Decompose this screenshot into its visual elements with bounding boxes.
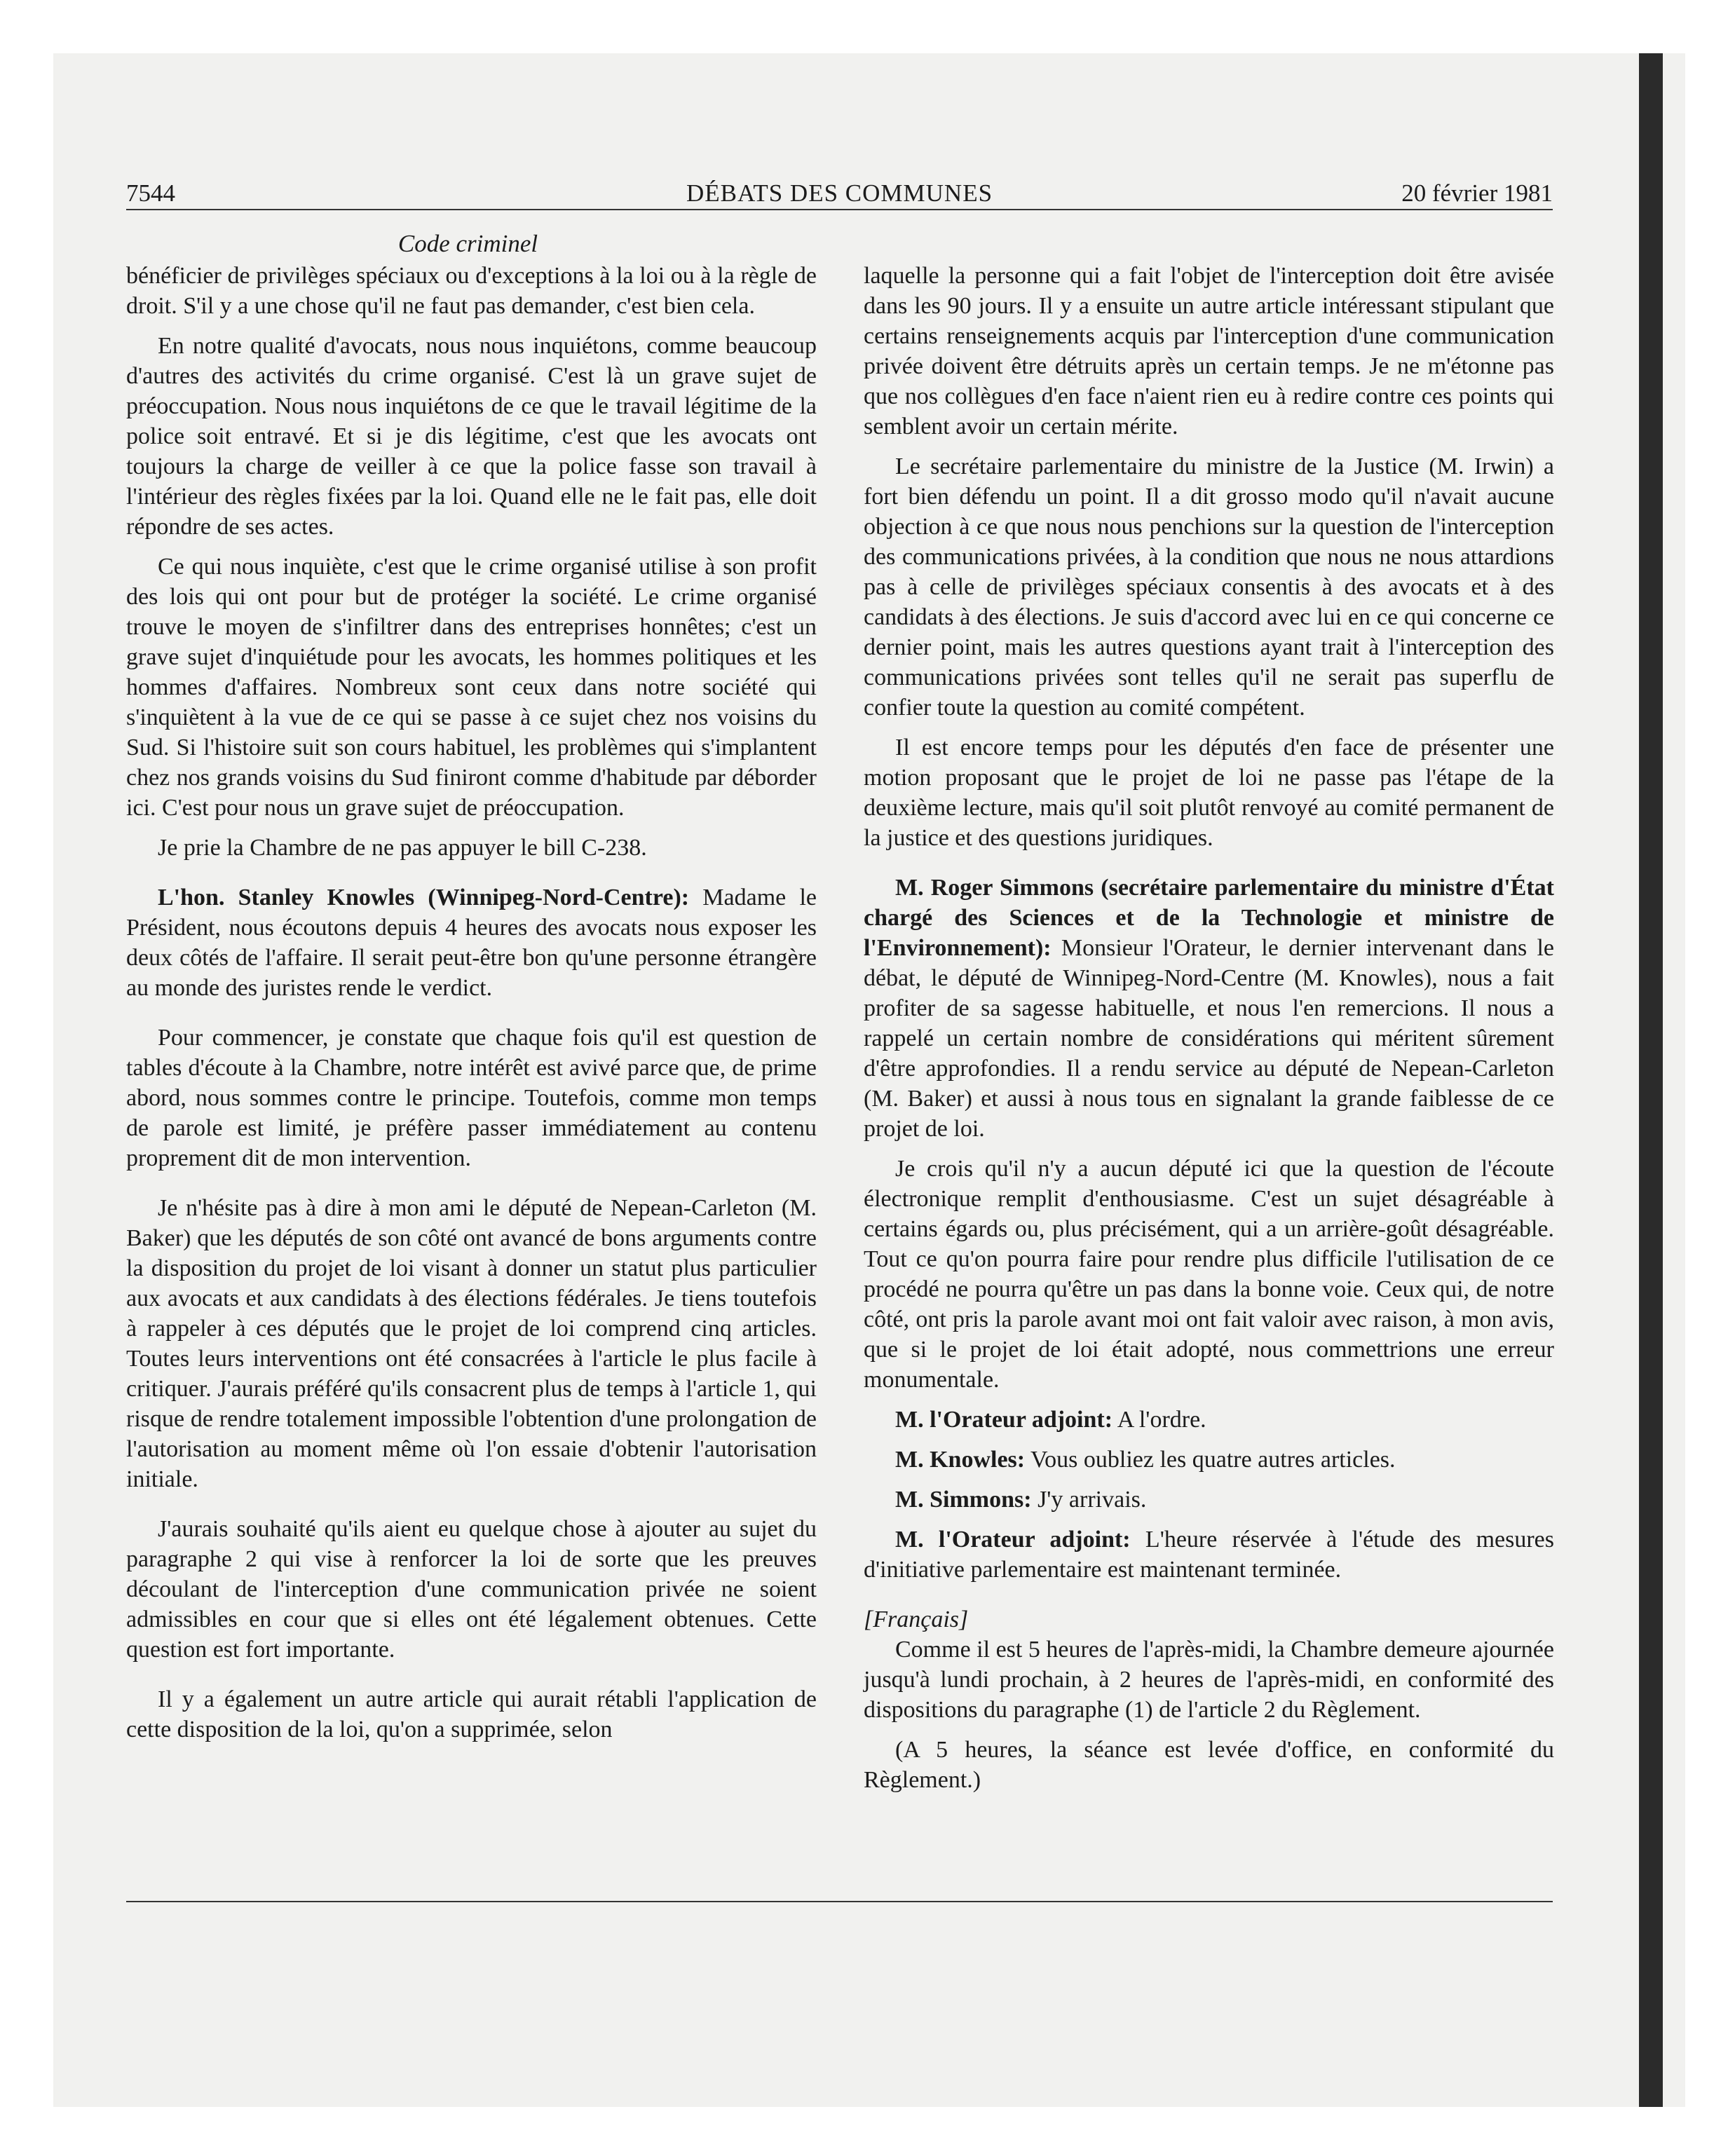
page-number: 7544 [126,179,175,207]
speech-paragraph: M. l'Orateur adjoint: L'heure réservée à l'étude des mesures d'initiative parlementaire est maintenant terminée. [864,1527,1555,1583]
speech-paragraph: M. l'Orateur adjoint: A l'ordre. [895,1407,1206,1433]
paragraph: Il y a également un autre article qui aurait rétabli l'application de cette disposition de la loi, qu'on a supprimée, selon [126,1686,817,1742]
publication-title: DÉBATS DES COMMUNES [686,179,993,207]
speech-paragraph: M. Simmons: J'y arrivais. [895,1487,1147,1513]
paragraph: Le secrétaire parlementaire du ministre de la Justice (M. Irwin) a fort bien défendu un point. Il a dit grosso modo qu'il n'avait aucune objection à ce que nous nous penchions sur la question de l'interception des communications privées, à la condition que nous ne nous attardions pas à celle de privilèges spéciaux consentis à des avocats et à des candidats à des élections. Je suis d'accord avec lui en ce qui concerne ce dernier point, mais les autres questions ayant trait à l'interception des communications privées sont telles qu'il ne serait pas superflu de confier toute la question au comité compétent. [864,453,1554,721]
speech-paragraph: L'hon. Stanley Knowles (Winnipeg-Nord-Centre): Madame le Président, nous écoutons depuis 4 heures des avocats nous exposer les deux côtés de l'affaire. Il serait peut-être bon qu'une personne étrangère au monde des juristes rende le verdict. [126,885,817,1001]
paragraph: laquelle la personne qui a fait l'objet de l'interception doit être avisée dans les 90 jours. Il y a ensuite un autre article intéressant stipulant que certains renseignements acquis par l'interception d'une communication privée doivent être détruits après un certain temps. Je ne m'étonne pas que nos collègues d'en face n'aient rien eu à redire contre ces points qui semblent avoir un certain mérite. [864,263,1554,439]
speaker-name: M. l'Orateur adjoint: [895,1527,1131,1553]
paragraph: Pour commencer, je constate que chaque fois qu'il est question de tables d'écoute à la Chambre, notre intérêt est avivé parce que, de prime abord, nous sommes contre le principe. Toutefois, comme mon temps de parole est limité, je préfère passer immédiatement au contenu proprement dit de mon intervention. [126,1025,817,1171]
paragraph: Je n'hésite pas à dire à mon ami le député de Nepean-Carleton (M. Baker) que les députés de son côté ont avancé de bons arguments contre la disposition du projet de loi visant à donner un statut plus particulier aux avocats et aux candidats à des élections fédérales. Je tiens toutefois à rappeler à ces députés que le projet de loi comprend cinq articles. Toutes leurs interventions ont été consacrées à l'article le plus facile à critiquer. J'aurais préféré qu'ils consacrent plus de temps à l'article 1, qui risque de rendre totalement impossible l'obtention d'une prolongation de l'autorisation au moment même où l'on essaie d'obtenir l'autorisation initiale. [126,1195,817,1492]
speaker-name: M. Simmons: [895,1487,1032,1513]
speaker-name: L'hon. Stanley Knowles (Winnipeg-Nord-Centre): [158,885,690,910]
left-column [126,261,817,1754]
paragraph: En notre qualité d'avocats, nous nous inquiétons, comme beaucoup d'autres des activités du crime organisé. C'est là un grave sujet de préoccupation. Nous nous inquiétons de ce que le travail légitime de la police soit entravé. Et si je dis légitime, c'est que les avocats ont toujours la charge de veiller à ce que la police fasse son travail à l'intérieur des règles fixées par la loi. Quand elle ne le fait pas, elle doit répondre de ses actes. [126,333,817,540]
binding-edge [1639,53,1663,2107]
footer-rule [126,1901,1553,1902]
speaker-name: M. Roger Simmons (secrétaire parlementaire du ministre d'État chargé des Sciences et de la Technologie et ministre de l'Environnement): [864,875,1554,961]
paragraph: Il est encore temps pour les députés d'en face de présenter une motion proposant que le projet de loi ne passe pas l'étape de la deuxième lecture, mais qu'il soit plutôt renvoyé au comité permanent de la justice et des questions juridiques. [864,735,1554,851]
paragraph: (A 5 heures, la séance est levée d'office, en conformité du Règlement.) [864,1737,1554,1793]
language-marker: [Français] [864,1606,969,1632]
speech-paragraph: M. Knowles: Vous oubliez les quatre autres articles. [895,1447,1396,1473]
paragraph: Je crois qu'il n'y a aucun député ici que la question de l'écoute électronique remplit d'enthousiasme. C'est un sujet désagréable à certains égards ou, plus précisément, qui a un arrière-goût désagréable. Tout ce qu'on pourra faire pour rendre plus difficile l'utilisation de ce procédé ne pourra qu'être un pas dans la bonne voie. Ceux qui, de notre côté, ont pris la parole avant moi ont fait valoir avec raison, à mon avis, que si le projet de loi était adopté, nous commettrions une erreur monumentale. [864,1156,1554,1393]
header-rule [126,209,1553,210]
right-column [864,261,1554,1805]
paragraph: Je prie la Chambre de ne pas appuyer le bill C-238. [158,835,647,861]
publication-date: 20 février 1981 [1401,179,1553,207]
speaker-name: M. l'Orateur adjoint: [895,1407,1113,1433]
paragraph: Comme il est 5 heures de l'après-midi, la Chambre demeure ajournée jusqu'à lundi prochain, à 2 heures de l'après-midi, en conformité des dispositions du paragraphe (1) de l'article 2 du Règlement. [864,1637,1554,1723]
paragraph: bénéficier de privilèges spéciaux ou d'exceptions à la loi ou à la règle de droit. S'il y a une chose qu'il ne faut pas demander, c'est bien cela. [126,263,817,319]
speaker-name: M. Knowles: [895,1447,1026,1473]
speech-paragraph: M. Roger Simmons (secrétaire parlementaire du ministre d'État chargé des Sciences et de la Technologie et ministre de l'Environnement): Monsieur l'Orateur, le dernier intervenant dans le débat, le député de Winnipeg-Nord-Centre (M. Knowles), nous a fait profiter de sa sagesse habituelle, et nous l'en remercions. Il nous a rappelé un certain nombre de considérations qui méritent sûrement d'être approfondies. Il a rendu service au député de Nepean-Carleton (M. Baker) et aussi à nous tous en signalant la grande faiblesse de ce projet de loi. [864,875,1554,1142]
page-header [126,175,1553,212]
paragraph: J'aurais souhaité qu'ils aient eu quelque chose à ajouter au sujet du paragraphe 2 qui vise à renforcer la loi de sorte que les preuves découlant de l'interception d'une communication privée ne soient admissibles en cour que si elles ont été légalement obtenues. Cette question est fort importante. [126,1516,817,1663]
paragraph: Ce qui nous inquiète, c'est que le crime organisé utilise à son profit des lois qui ont pour but de protéger la société. Le crime organisé trouve le moyen de s'infiltrer dans des entreprises honnêtes; c'est un grave sujet d'inquiétude pour les avocats, les hommes politiques et les hommes d'affaires. Nombreux sont ceux dans notre société qui s'inquiètent à la vue de ce qui se passe à ce sujet chez nos voisins du Sud. Si l'histoire suit son cours habituel, les problèmes qui s'implantent chez nos grands voisins du Sud finiront comme d'habitude par déborder ici. C'est pour nous un grave sujet de préoccupation. [126,554,817,821]
section-title: Code criminel [397,230,538,257]
